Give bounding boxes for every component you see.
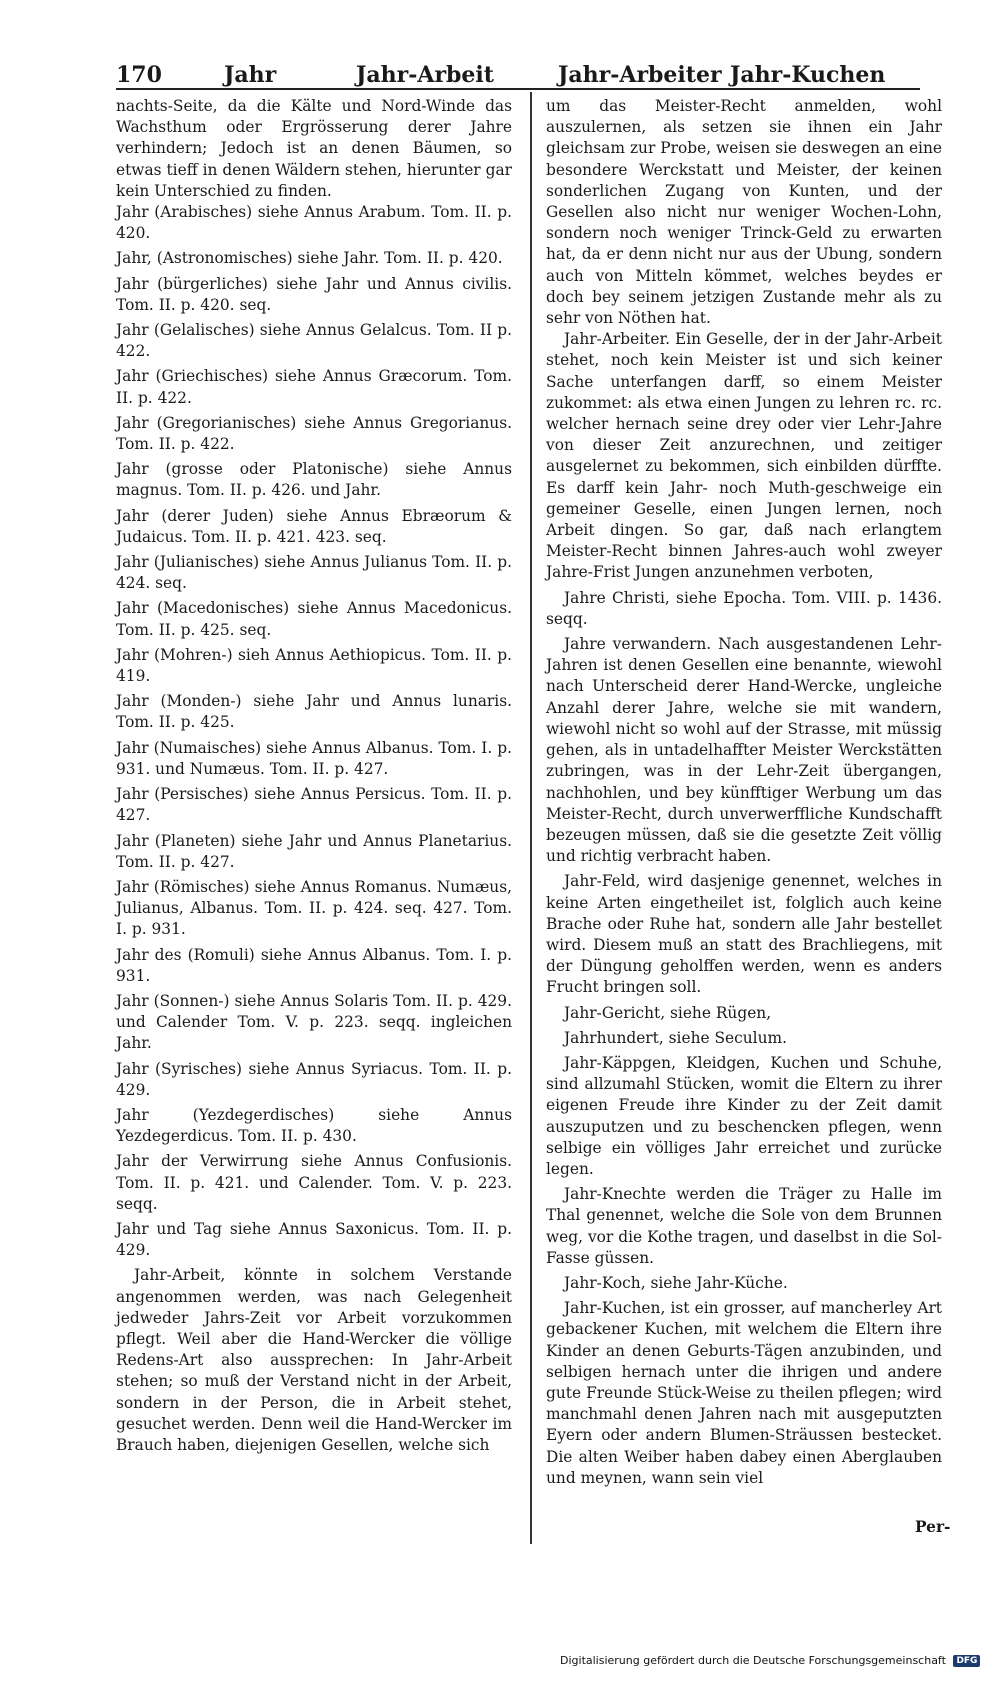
entry: Jahr der Verwirrung siehe Annus Confusionis. Tom. II. p. 421. und Calender. Tom. V. p. 223. seqq. bbox=[116, 1152, 512, 1213]
entry: Jahr (Römisches) siehe Annus Romanus. Numæus, Julianus, Albanus. Tom. II. p. 424. seq. 427. Tom. I. p. 931. bbox=[116, 877, 512, 939]
catchword-bottom: Per- bbox=[915, 1518, 951, 1536]
column-divider bbox=[530, 92, 532, 1544]
left-column bbox=[116, 96, 512, 1460]
footer-text: Digitalisierung gefördert durch die Deutsche Forschungsgemeinschaft bbox=[560, 1654, 946, 1667]
entry: Jahr (Arabisches) siehe Annus Arabum. Tom. II. p. 420. bbox=[116, 203, 512, 243]
catchword-3: Jahr-Arbeiter bbox=[558, 62, 722, 88]
entry: Jahr-Feld, wird dasjenige genennet, welches in keine Arten eingetheilet ist, folglich auch keine Brache oder Ruhe hat, sondern alle Jahr bestellet wird. Diesem muß an statt des Brachliegens, mit der Düngung geholffen werden, wenn es anders Frucht bringen soll. bbox=[546, 872, 942, 997]
entry: Jahr (Sonnen-) siehe Annus Solaris Tom. II. p. 429. und Calender Tom. V. p. 223. seqq. ingleichen Jahr. bbox=[116, 991, 512, 1053]
entry: Jahr (bürgerliches) siehe Jahr und Annus civilis. Tom. II. p. 420. seq. bbox=[116, 274, 512, 314]
paragraph: um das Meister-Recht anmelden, wohl auszulernen, als setzen sie ihnen ein Jahr gleichsam zur Probe, weisen sie deswegen an eine besondere Werckstatt und Meister, der keinen sonderlichen Zugang von Kunten, und der Gesellen also nicht nur weniger Wochen-Lohn, sondern noch weniger Trinck-Geld zu erwarten hat, da er denn nicht nur aus der Ubung, sondern auch von Mitteln kömmet, welches beydes er doch bey seinem jetzigen Zustande mehr als zu sehr von Nöthen hat. bbox=[546, 97, 942, 328]
entry: Jahr, (Astronomisches) siehe Jahr. Tom. II. p. 420. bbox=[116, 249, 503, 268]
entry: Jahr (Julianisches) siehe Annus Julianus Tom. II. p. 424. seq. bbox=[116, 553, 512, 593]
entry: Jahr-Koch, siehe Jahr-Küche. bbox=[564, 1273, 788, 1292]
page-number: 170 bbox=[116, 62, 162, 88]
entry: Jahre verwandern. Nach ausgestandenen Lehr-Jahren ist denen Gesellen eine benannte, wiewohl nach Unterscheid derer Hand-Wercke, ungleiche Anzahl derer Jahre, welche sie mit wandern, wiewohl nicht so wohl auf der Strasse, mit müssig gehen, als in untadelhaffter Meister Werckstätten zubringen, was in der Lehr-Zeit übergangen, nachhohlen, und bey künfftiger Werbung um das Meister-Recht, durch unverwerffliche Kundschafft bezeugen müssen, daß sie die gesetzte Zeit völlig und richtig verbracht haben. bbox=[546, 635, 942, 866]
catchword-4: Jahr-Kuchen bbox=[730, 62, 886, 88]
entry: Jahr (Syrisches) siehe Annus Syriacus. Tom. II. p. 429. bbox=[116, 1059, 512, 1099]
entry: Jahr (Macedonisches) siehe Annus Macedonicus. Tom. II. p. 425. seq. bbox=[116, 599, 512, 639]
entry: Jahr-Käppgen, Kleidgen, Kuchen und Schuhe, sind allzumahl Stücken, womit die Eltern zu ihrer eigenen Freude ihre Kinder zu der Zeit damit auszuputzen und zu beschencken pflegen, wenn selbige ein völliges Jahr erreichet und zurücke legen. bbox=[546, 1053, 942, 1178]
entry: Jahr-Kuchen, ist ein grosser, auf mancherley Art gebackener Kuchen, mit welchem die Eltern ihre Kinder an denen Geburts-Tägen anzubinden, und selbigen hernach unter die ihrigen und andere gute Freunde Stück-Weise zu theilen pflegen; wird manchmahl denen Jahren nach mit ausgeputzten Eyern oder andern Blumen-Sträussen bestecket. Die alten Weiber haben dabey einen Aberglauben und meynen, wann sein viel bbox=[546, 1299, 942, 1487]
running-header bbox=[116, 56, 920, 88]
paragraph: nachts-Seite, da die Kälte und Nord-Winde das Wachsthum oder Ergrösserung derer Jahre verhindern; Jedoch ist an denen Bäumen, so etwas tieff in denen Wäldern stehen, hierunter gar kein Unterschied zu finden. bbox=[116, 97, 512, 200]
entry: Jahr (grosse oder Platonische) siehe Annus magnus. Tom. II. p. 426. und Jahr. bbox=[116, 460, 512, 500]
entry: Jahr-Knechte werden die Träger zu Halle im Thal genennet, welche die Sole von dem Brunnen weg, vor die Kothe tragen, und daselbst in die Sol-Fasse güssen. bbox=[546, 1185, 942, 1267]
entry: Jahrhundert, siehe Seculum. bbox=[564, 1028, 787, 1047]
entry: Jahr (Planeten) siehe Jahr und Annus Planetarius. Tom. II. p. 427. bbox=[116, 831, 512, 871]
entry: Jahr (Persisches) siehe Annus Persicus. Tom. II. p. 427. bbox=[116, 785, 512, 825]
entry: Jahr (Griechisches) siehe Annus Græcorum. Tom. II. p. 422. bbox=[116, 367, 512, 407]
dfg-logo-icon: DFG bbox=[953, 1655, 980, 1667]
entry: Jahr (Numaisches) siehe Annus Albanus. Tom. I. p. 931. und Numæus. Tom. II. p. 427. bbox=[116, 738, 512, 778]
entry: Jahr-Arbeiter. Ein Geselle, der in der Jahr-Arbeit stehet, noch kein Meister ist und sich keiner Sache unterfangen darff, so einem Meister zukommet: als etwa einen Jungen zu lehren rc. rc. welcher hernach seine drey oder vier Lehr-Jahre von dieser Zeit anzurechnen, und zeitiger ausgelernet zu bekommen, sich einbilden dürffte. Es darff kein Jahr- noch Muth-geschweige ein gemeiner Geselle, einen Jungen lernen, noch Arbeit dingen. So gar, daß nach erlangtem Meister-Recht binnen Jahres-auch wohl zweyer Jahre-Frist Jungen anzunehmen verboten, bbox=[546, 330, 942, 582]
right-column bbox=[546, 96, 942, 1493]
entry: Jahr (derer Juden) siehe Annus Ebræorum & Judaicus. Tom. II. p. 421. 423. seq. bbox=[116, 506, 512, 546]
entry: Jahr-Arbeit, könnte in solchem Verstande angenommen werden, was nach Gelegenheit jedweder Jahrs-Zeit vor Arbeit vorzukommen pflegt. Weil aber die Hand-Wercker die völlige Redens-Art also aussprechen: In Jahr-Arbeit stehen; so muß der Verstand nicht in der Arbeit, sondern in der Person, die in Arbeit stehet, gesuchet werden. Denn weil die Hand-Wercker im Brauch haben, diejenigen Gesellen, welche sich bbox=[116, 1266, 512, 1454]
entry: Jahr und Tag siehe Annus Saxonicus. Tom. II. p. 429. bbox=[116, 1219, 512, 1260]
entry: Jahr-Gericht, siehe Rügen, bbox=[564, 1003, 772, 1022]
entry: Jahr (Gregorianisches) siehe Annus Gregorianus. Tom. II. p. 422. bbox=[116, 413, 512, 454]
catchword-1: Jahr bbox=[224, 62, 277, 88]
entry: Jahre Christi, siehe Epocha. Tom. VIII. p. 1436. seqq. bbox=[546, 588, 942, 628]
footer bbox=[560, 1654, 978, 1676]
header-rule bbox=[116, 88, 920, 90]
entry: Jahr des (Romuli) siehe Annus Albanus. Tom. I. p. 931. bbox=[116, 945, 512, 985]
entry: Jahr (Yezdegerdisches) siehe Annus Yezdegerdicus. Tom. II. p. 430. bbox=[116, 1105, 512, 1146]
entry: Jahr (Monden-) siehe Jahr und Annus lunaris. Tom. II. p. 425. bbox=[116, 692, 512, 732]
entry: Jahr (Gelalisches) siehe Annus Gelalcus. Tom. II p. 422. bbox=[116, 321, 512, 361]
entry: Jahr (Mohren-) sieh Annus Aethiopicus. Tom. II. p. 419. bbox=[116, 645, 512, 686]
catchword-2: Jahr-Arbeit bbox=[356, 62, 494, 88]
